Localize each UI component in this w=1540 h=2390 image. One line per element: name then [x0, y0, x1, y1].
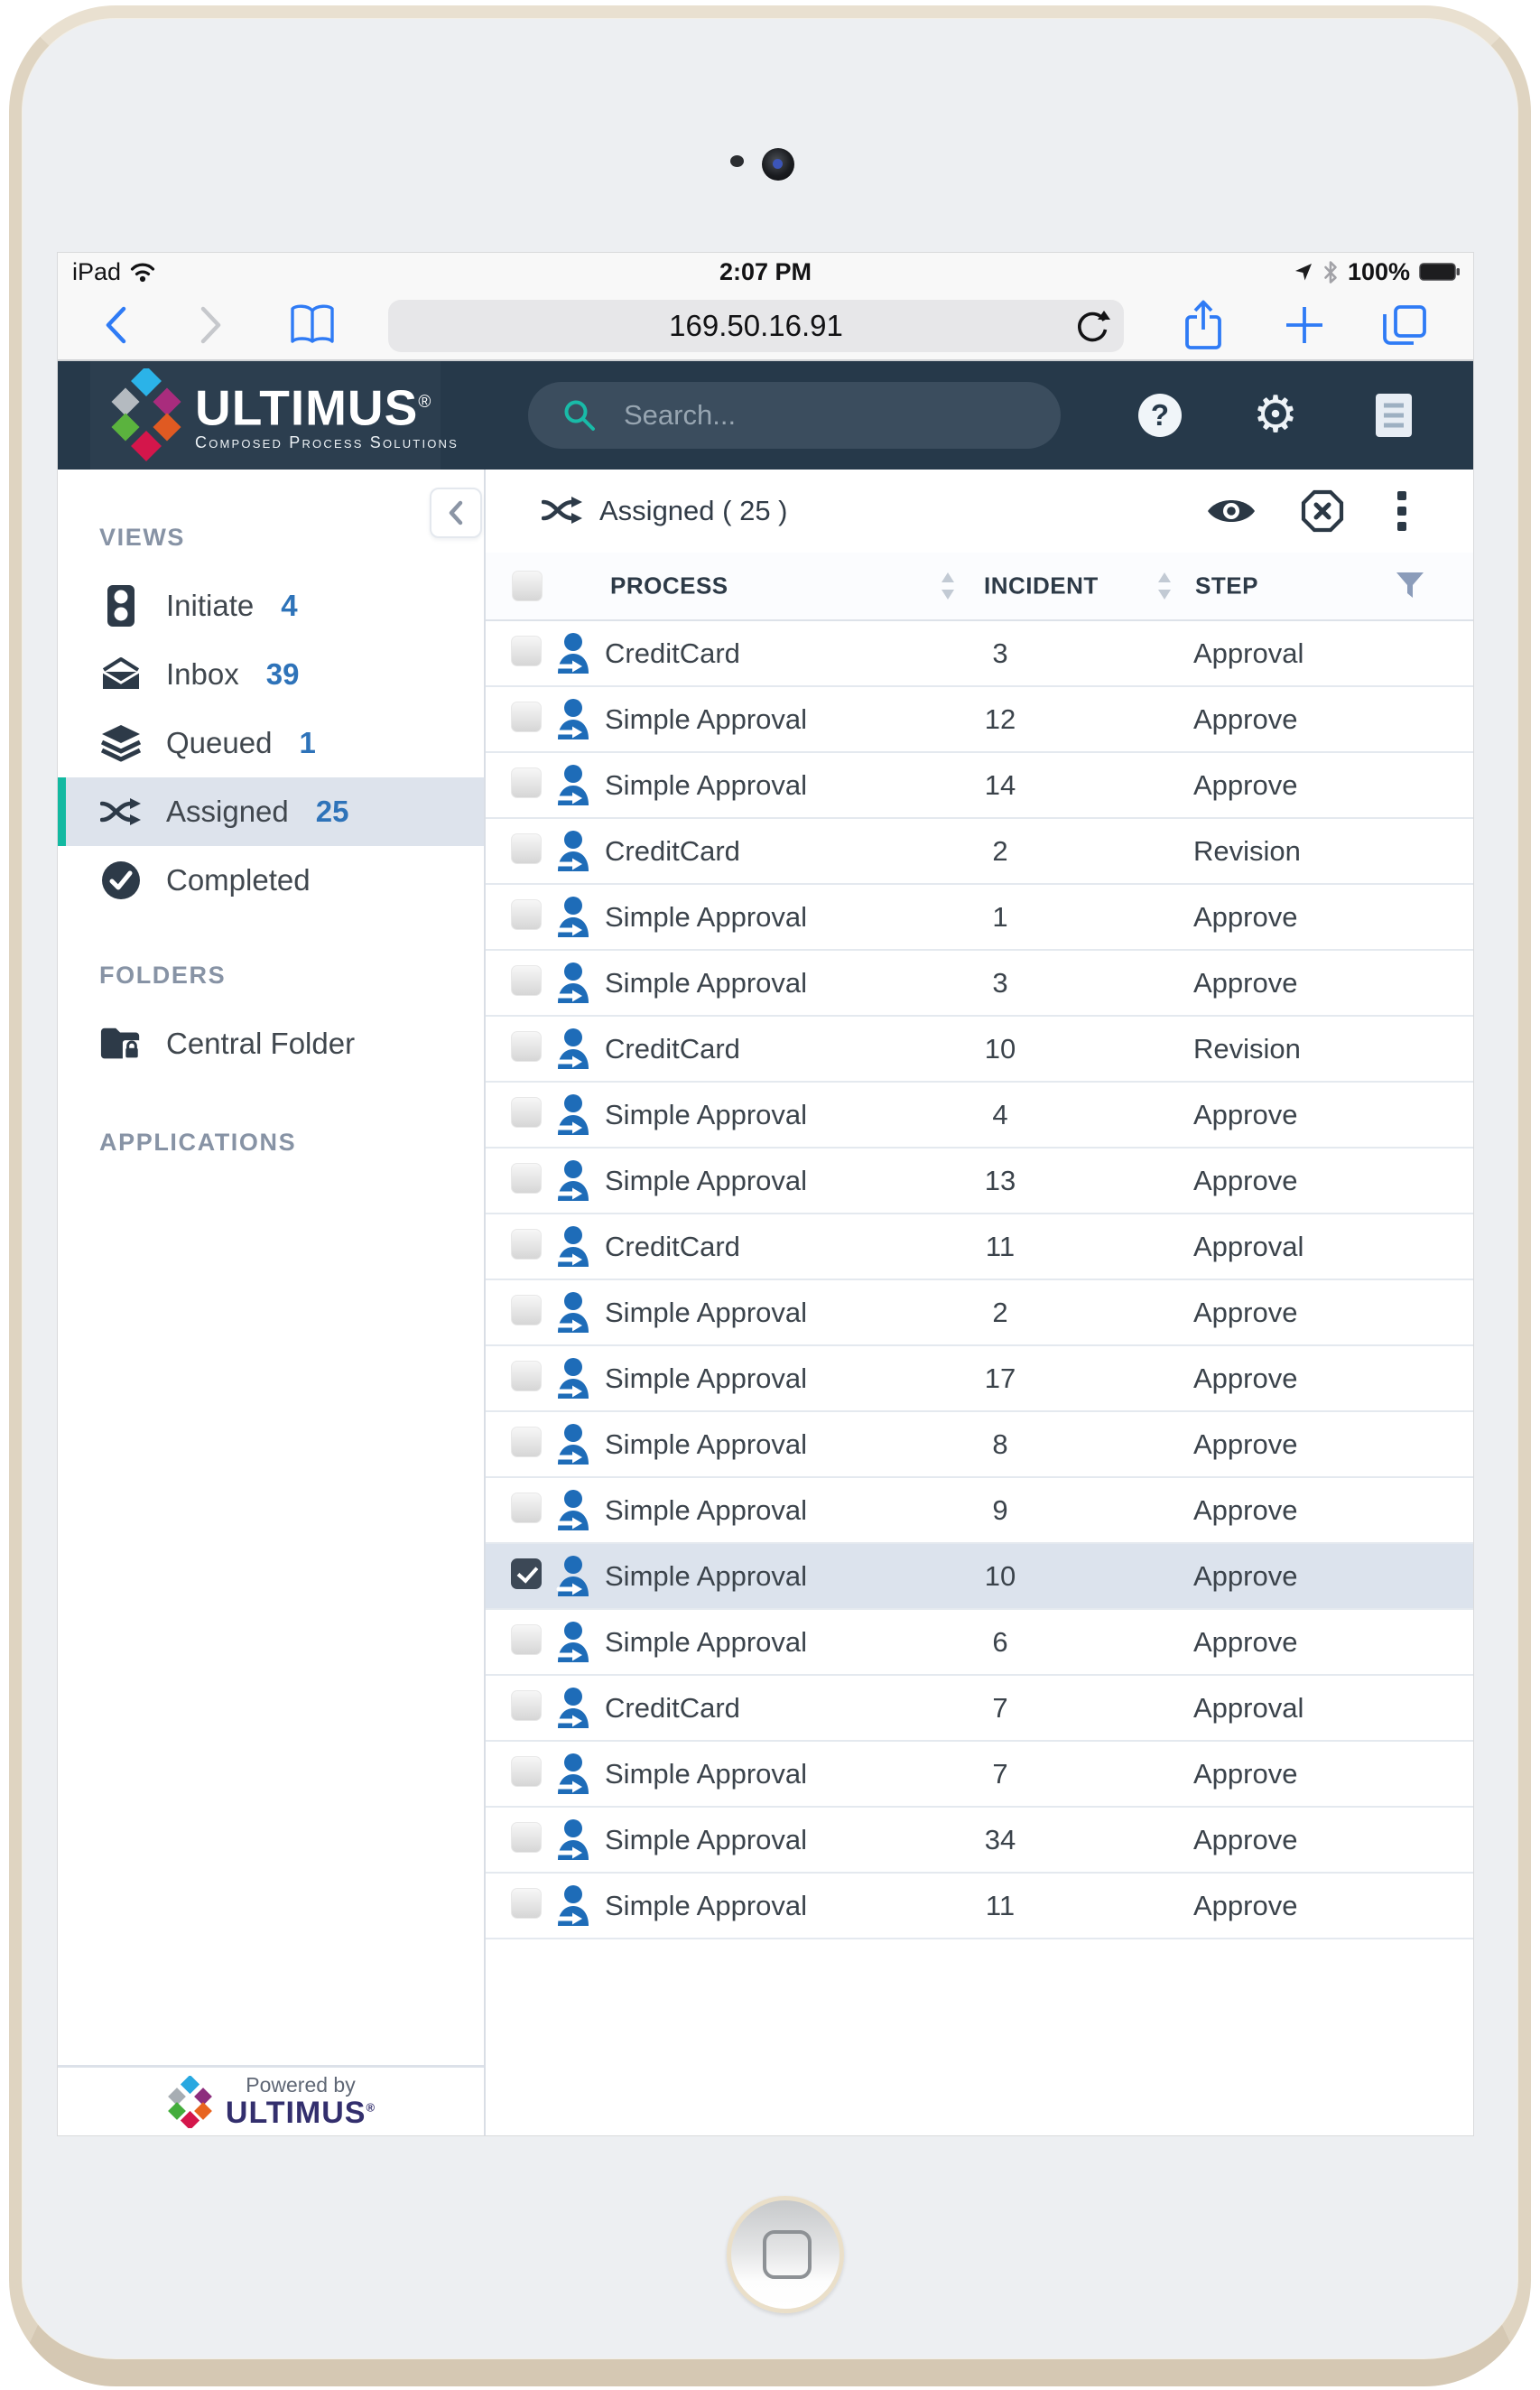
table-row[interactable]: [486, 1280, 1473, 1346]
table-row[interactable]: [486, 885, 1473, 951]
row-step: Approve: [1193, 702, 1298, 735]
row-step: Approve: [1193, 1823, 1298, 1855]
row-checkbox[interactable]: [511, 965, 542, 996]
row-checkbox[interactable]: [511, 1229, 542, 1260]
table-row[interactable]: [486, 1214, 1473, 1280]
row-process: Simple Approval: [605, 1889, 808, 1921]
sidebar: [58, 470, 486, 2135]
column-header-process[interactable]: PROCESS: [610, 572, 728, 600]
footer-registered-mark: ®: [366, 2100, 376, 2115]
row-checkbox[interactable]: [511, 767, 542, 798]
content-header: [486, 470, 1473, 553]
row-checkbox[interactable]: [511, 899, 542, 930]
powered-by-label: Powered by: [246, 2073, 356, 2097]
row-incident: 7: [992, 1757, 1008, 1790]
search-icon: [562, 398, 597, 432]
row-incident: 34: [984, 1823, 1016, 1855]
table-row[interactable]: [486, 1544, 1473, 1610]
brand-block: [195, 377, 459, 452]
row-step: Approve: [1193, 1427, 1298, 1460]
row-process: Simple Approval: [605, 1559, 808, 1592]
table-row[interactable]: [486, 819, 1473, 885]
sidebar-item-count: 39: [265, 657, 300, 691]
svg-text:?: ?: [1150, 398, 1170, 432]
sidebar-item-count: 1: [299, 726, 316, 759]
assigned-user-icon: [542, 830, 603, 873]
row-step: Approval: [1193, 637, 1304, 669]
app-body: [58, 470, 1473, 2135]
row-checkbox[interactable]: [511, 1756, 542, 1787]
row-step: Approve: [1193, 1296, 1298, 1328]
assigned-user-icon: [542, 896, 603, 939]
row-incident: 14: [984, 768, 1016, 801]
row-checkbox[interactable]: [511, 1031, 542, 1062]
table-row[interactable]: [486, 1149, 1473, 1214]
new-tab-icon[interactable]: [1284, 304, 1325, 346]
row-process: Simple Approval: [605, 900, 808, 933]
row-incident: 12: [984, 702, 1016, 735]
row-process: Simple Approval: [605, 1164, 808, 1196]
assigned-user-icon: [542, 1225, 603, 1269]
sidebar-item-label: Initiate: [166, 589, 255, 622]
table-row[interactable]: [486, 687, 1473, 753]
address-bar[interactable]: [388, 300, 1124, 352]
assigned-user-icon: [542, 1423, 603, 1466]
table-row[interactable]: [486, 1412, 1473, 1478]
row-step: Approve: [1193, 1493, 1298, 1526]
sidebar-item-count: 4: [281, 589, 298, 622]
row-process: Simple Approval: [605, 966, 808, 999]
ultimus-cube-logo-icon: [166, 2076, 215, 2128]
inbox-envelope-icon: [99, 653, 143, 696]
safari-toolbar: [58, 291, 1473, 361]
table-row[interactable]: [486, 951, 1473, 1017]
table-row[interactable]: [486, 1808, 1473, 1874]
select-all-checkbox[interactable]: [512, 571, 543, 601]
back-icon[interactable]: [101, 304, 132, 346]
table-row[interactable]: [486, 1742, 1473, 1808]
row-checkbox[interactable]: [511, 1295, 542, 1325]
row-process: CreditCard: [605, 1691, 740, 1724]
battery-percent: 100%: [1347, 257, 1410, 285]
brand-subtitle: Composed Process Solutions: [195, 433, 459, 452]
app-header: [58, 361, 1473, 470]
sidebar-item-central-folder[interactable]: [58, 1009, 484, 1078]
row-incident: 7: [992, 1691, 1008, 1724]
task-table: [486, 621, 1473, 1939]
row-incident: 2: [992, 1296, 1008, 1328]
row-process: Simple Approval: [605, 1493, 808, 1526]
row-incident: 2: [992, 834, 1008, 867]
row-step: Approve: [1193, 1757, 1298, 1790]
view-title: Assigned ( 25 ): [599, 495, 788, 526]
forward-icon[interactable]: [195, 304, 226, 346]
applications-section-label: APPLICATIONS: [99, 1129, 297, 1156]
table-row[interactable]: [486, 621, 1473, 687]
sidebar-item-initiate[interactable]: [58, 572, 484, 640]
location-arrow-icon: [1294, 262, 1313, 282]
battery-icon: [1419, 262, 1461, 282]
row-step: Approve: [1193, 1889, 1298, 1921]
table-row[interactable]: [486, 1017, 1473, 1083]
shuffle-icon: [99, 790, 143, 833]
search-input[interactable]: [528, 382, 1061, 449]
row-incident: 10: [984, 1032, 1016, 1065]
row-checkbox[interactable]: [511, 1888, 542, 1919]
bookmarks-icon[interactable]: [288, 303, 337, 347]
table-row[interactable]: [486, 1676, 1473, 1742]
table-header: [486, 553, 1473, 621]
row-process: Simple Approval: [605, 1296, 808, 1328]
row-checkbox[interactable]: [511, 1558, 542, 1589]
row-process: CreditCard: [605, 637, 740, 669]
reload-icon[interactable]: [1073, 308, 1111, 346]
sidebar-item-inbox[interactable]: [58, 640, 484, 709]
filter-funnel-icon[interactable]: [1396, 572, 1424, 600]
row-checkbox[interactable]: [511, 702, 542, 732]
screen: [58, 253, 1473, 2135]
row-process: Simple Approval: [605, 1823, 808, 1855]
ambient-sensor-dot: [730, 155, 744, 167]
row-step: Approval: [1193, 1691, 1304, 1724]
sort-arrows-icon[interactable]: [941, 572, 955, 600]
row-checkbox[interactable]: [511, 1624, 542, 1655]
assigned-user-icon: [542, 962, 603, 1005]
row-step: Approve: [1193, 900, 1298, 933]
sidebar-item-label: Queued: [166, 726, 273, 759]
row-step: Approve: [1193, 768, 1298, 801]
assigned-user-icon: [542, 1621, 603, 1664]
table-row[interactable]: [486, 1874, 1473, 1939]
shuffle-icon: [542, 493, 583, 527]
powered-by-footer: [58, 2065, 484, 2135]
row-checkbox[interactable]: [511, 1097, 542, 1128]
ios-status-bar: [58, 253, 1473, 291]
sidebar-item-label: Completed: [166, 863, 311, 897]
row-process: Simple Approval: [605, 702, 808, 735]
row-step: Approve: [1193, 966, 1298, 999]
row-incident: 10: [984, 1559, 1016, 1592]
row-process: Simple Approval: [605, 768, 808, 801]
layers-icon: [99, 721, 143, 765]
ultimus-logo-icon: [107, 368, 186, 462]
kebab-menu-icon[interactable]: [1396, 490, 1407, 532]
home-button[interactable]: [727, 2196, 844, 2313]
traffic-light-icon: [99, 584, 143, 628]
clock: 2:07 PM: [719, 257, 812, 285]
folder-lock-icon: [99, 1022, 143, 1065]
row-process: Simple Approval: [605, 1757, 808, 1790]
row-step: Approve: [1193, 1625, 1298, 1658]
table-row[interactable]: [486, 1478, 1473, 1544]
sidebar-item-completed[interactable]: [58, 846, 484, 915]
row-checkbox[interactable]: [511, 1427, 542, 1457]
row-step: Revision: [1193, 834, 1301, 867]
assigned-user-icon: [542, 1818, 603, 1862]
row-process: Simple Approval: [605, 1427, 808, 1460]
row-process: Simple Approval: [605, 1625, 808, 1658]
row-checkbox[interactable]: [511, 833, 542, 864]
row-incident: 4: [992, 1098, 1008, 1130]
sort-arrows-icon[interactable]: [1157, 572, 1172, 600]
views-list: [58, 572, 484, 915]
folders-list: [58, 1009, 484, 1078]
row-incident: 17: [984, 1362, 1016, 1394]
assigned-user-icon: [542, 1555, 603, 1598]
sidebar-item-queued[interactable]: [58, 709, 484, 777]
chevron-left-icon: [447, 499, 465, 526]
assigned-user-icon: [542, 632, 603, 675]
row-incident: 11: [985, 1889, 1016, 1921]
assigned-user-icon: [542, 1159, 603, 1203]
main-content: [486, 470, 1473, 2135]
list-menu-icon[interactable]: [1373, 392, 1415, 439]
row-checkbox[interactable]: [511, 1361, 542, 1391]
assigned-user-icon: [542, 764, 603, 807]
sidebar-collapse-button[interactable]: [430, 488, 482, 538]
assigned-user-icon: [542, 1489, 603, 1532]
row-incident: 11: [985, 1230, 1016, 1262]
row-incident: 8: [992, 1427, 1008, 1460]
row-checkbox[interactable]: [511, 1690, 542, 1721]
search-placeholder: Search...: [624, 399, 737, 431]
url-text: 169.50.16.91: [669, 309, 843, 342]
row-process: Simple Approval: [605, 1098, 808, 1130]
assigned-user-icon: [542, 1028, 603, 1071]
row-incident: 1: [992, 900, 1008, 933]
column-header-incident[interactable]: INCIDENT: [984, 572, 1099, 600]
settings-gear-icon[interactable]: ⚙: [1252, 386, 1299, 444]
assigned-user-icon: [542, 1753, 603, 1796]
sidebar-item-label: Central Folder: [166, 1027, 356, 1060]
x-octagon-icon[interactable]: [1301, 489, 1344, 533]
row-checkbox[interactable]: [511, 1163, 542, 1194]
share-icon[interactable]: [1183, 299, 1224, 351]
footer-brand: ULTIMUS: [225, 2096, 366, 2130]
row-process: CreditCard: [605, 1230, 740, 1262]
row-step: Approve: [1193, 1362, 1298, 1394]
row-incident: 13: [984, 1164, 1016, 1196]
row-checkbox[interactable]: [511, 1822, 542, 1853]
row-step: Approval: [1193, 1230, 1304, 1262]
table-row[interactable]: [486, 1083, 1473, 1149]
tabs-icon[interactable]: [1381, 303, 1428, 347]
sidebar-item-label: Assigned: [166, 795, 289, 828]
carrier-label: iPad: [72, 257, 122, 285]
eye-icon[interactable]: [1206, 494, 1257, 528]
row-incident: 3: [992, 966, 1008, 999]
row-incident: 6: [992, 1625, 1008, 1658]
row-step: Approve: [1193, 1164, 1298, 1196]
assigned-user-icon: [542, 1884, 603, 1928]
row-incident: 9: [992, 1493, 1008, 1526]
assigned-user-icon: [542, 1291, 603, 1334]
row-process: CreditCard: [605, 1032, 740, 1065]
registered-mark: ®: [418, 393, 432, 412]
views-section-label: VIEWS: [99, 524, 186, 551]
row-checkbox[interactable]: [511, 1493, 542, 1523]
column-header-step[interactable]: STEP: [1195, 572, 1258, 600]
sidebar-item-label: Inbox: [166, 657, 239, 691]
row-step: Approve: [1193, 1098, 1298, 1130]
help-icon[interactable]: [1136, 392, 1183, 439]
front-camera: [762, 148, 794, 181]
row-step: Revision: [1193, 1032, 1301, 1065]
assigned-user-icon: [542, 1357, 603, 1400]
table-row[interactable]: [486, 1610, 1473, 1676]
sidebar-item-count: 25: [315, 795, 349, 828]
assigned-user-icon: [542, 698, 603, 741]
assigned-user-icon: [542, 1687, 603, 1730]
brand-name: ULTIMUS: [195, 379, 419, 436]
table-row[interactable]: [486, 753, 1473, 819]
sidebar-item-assigned[interactable]: [58, 777, 484, 846]
table-row[interactable]: [486, 1346, 1473, 1412]
bluetooth-icon: [1322, 260, 1339, 284]
row-process: CreditCard: [605, 834, 740, 867]
home-button-square-icon: [763, 2230, 812, 2279]
row-checkbox[interactable]: [511, 636, 542, 666]
row-incident: 3: [992, 637, 1008, 669]
check-circle-icon: [99, 859, 143, 902]
folders-section-label: FOLDERS: [99, 962, 227, 989]
assigned-user-icon: [542, 1093, 603, 1137]
row-step: Approve: [1193, 1559, 1298, 1592]
row-process: Simple Approval: [605, 1362, 808, 1394]
